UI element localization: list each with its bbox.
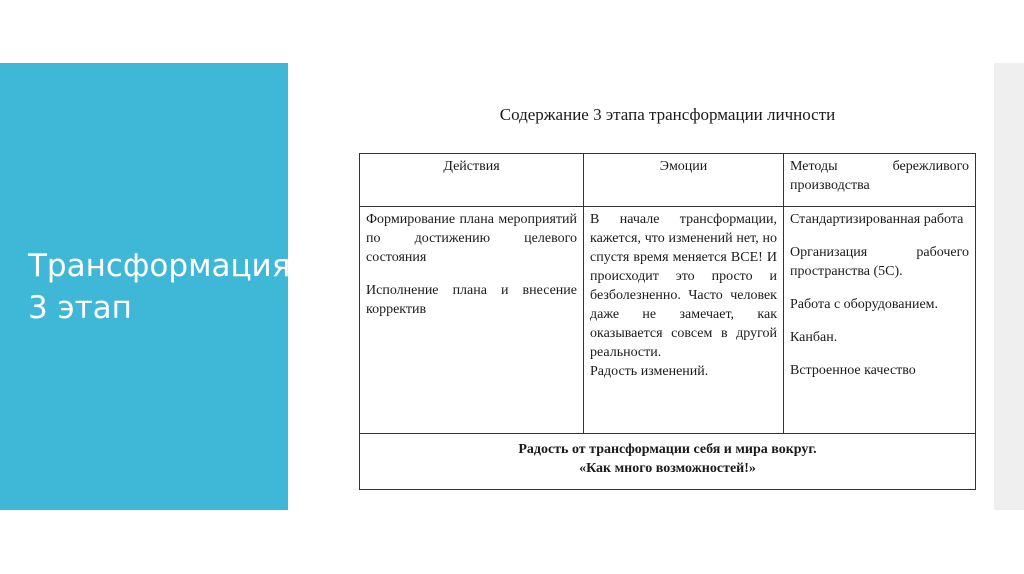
action-item: Формирование плана мероприятий по достижению целевого состояния (366, 212, 577, 265)
action-item: Исполнение плана и внесение корректив (366, 283, 577, 317)
methods-cell (784, 207, 976, 434)
emotion-item: Радость изменений. (590, 364, 709, 379)
transformation-table (359, 153, 976, 490)
emotions-cell (584, 207, 784, 434)
slide-title: Трансформация, 3 этап (28, 248, 301, 326)
emotion-item: В начале трансформации, кажется, что изменений нет, но спустя время меняется ВСЕ! И происходит это просто и безболезненно. Часто человек даже не замечает, как оказывается совсем в другой реальности. (590, 212, 777, 360)
header-emotions: Эмоции (584, 154, 784, 207)
method-item: Канбан. (790, 330, 838, 345)
actions-cell (360, 207, 584, 434)
table-footer-row (360, 434, 976, 490)
footer-line: Радость от трансформации себя и мира вокруг. (518, 442, 817, 457)
document-title: Содержание 3 этапа трансформации личности (499, 105, 836, 124)
method-item: Работа с оборудованием. (790, 297, 939, 312)
table-header-row (360, 154, 976, 207)
method-item: Стандартизированная работа (790, 212, 964, 227)
footer-cell (360, 434, 976, 490)
header-methods: Методы бережливого производства (784, 154, 976, 207)
method-item: Встроенное качество (790, 363, 916, 378)
header-actions: Действия (360, 154, 584, 207)
footer-slogan: «Как много возможностей!» (579, 461, 756, 476)
side-strip (994, 63, 1024, 510)
table-body-row (360, 207, 976, 434)
method-item: Организация рабочего пространства (5С). (790, 245, 969, 279)
